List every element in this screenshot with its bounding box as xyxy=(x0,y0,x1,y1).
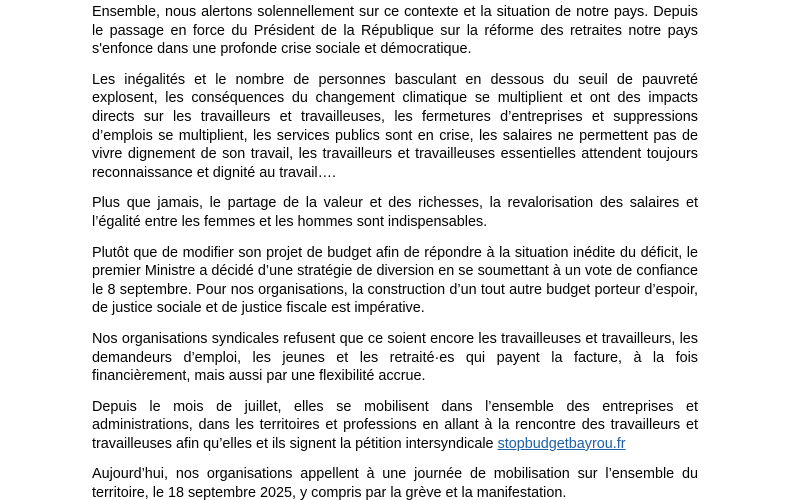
paragraph-inequalities: Les inégalités et le nombre de personnes basculant en dessous du seuil de pauvreté explosent, les conséquences du changement climatique se multiplient et ont des impacts directs sur les travailleurs et travailleuses, les fermetures d’entreprises et suppressions d’emplois se multiplient, les services publics sont en crise, les salaires ne permettent pas de vivre dignement de son travail, les travailleurs et travailleuses essentielles attendent toujours reconnaissance et dignité au travail…. xyxy=(92,71,698,181)
paragraph-mobilisation: Aujourd’hui, nos organisations appellent à une journée de mobilisation sur l’ensemble du territoire, le 18 septembre 2025, y compris par la grève et la manifestation. xyxy=(92,466,698,500)
paragraph-alert: Ensemble, nous alertons solennellement sur ce contexte et la situation de notre pays. Depuis le passage en force du Président de la République sur la réforme des retraites notre pays s'enfonce dans une profonde crise sociale et démocratique. xyxy=(92,4,698,58)
paragraph-refusal: Nos organisations syndicales refusent que ce soient encore les travailleuses et travailleurs, les demandeurs d’emploi, les jeunes et les retraité·es qui payent la facture, à la fois financièrement, mais aussi par une flexibilité accrue. xyxy=(92,330,698,385)
petition-link[interactable]: stopbudgetbayrou.fr xyxy=(497,435,626,452)
paragraph-petition-text: Depuis le mois de juillet, elles se mobilisent dans l’ensemble des entreprises et administrations, dans les territoires et professions en allant à la rencontre des travailleurs et travailleuses afin qu’elles et ils signent la pétition intersyndicale xyxy=(92,398,698,452)
paragraph-budget: Plutôt que de modifier son projet de budget afin de répondre à la situation inédite du déficit, le premier Ministre a décidé d’une stratégie de diversion en se soumettant à un vote de confiance le 8 septembre. Pour nos organisations, la construction d’un tout autre budget porteur d’espoir, de justice sociale et de justice fiscale est impérative. xyxy=(92,244,698,317)
paragraph-value-sharing: Plus que jamais, le partage de la valeur et des richesses, la revalorisation des salaires et l’égalité entre les femmes et les hommes sont indispensables. xyxy=(92,195,698,230)
paragraph-petition xyxy=(92,398,698,454)
